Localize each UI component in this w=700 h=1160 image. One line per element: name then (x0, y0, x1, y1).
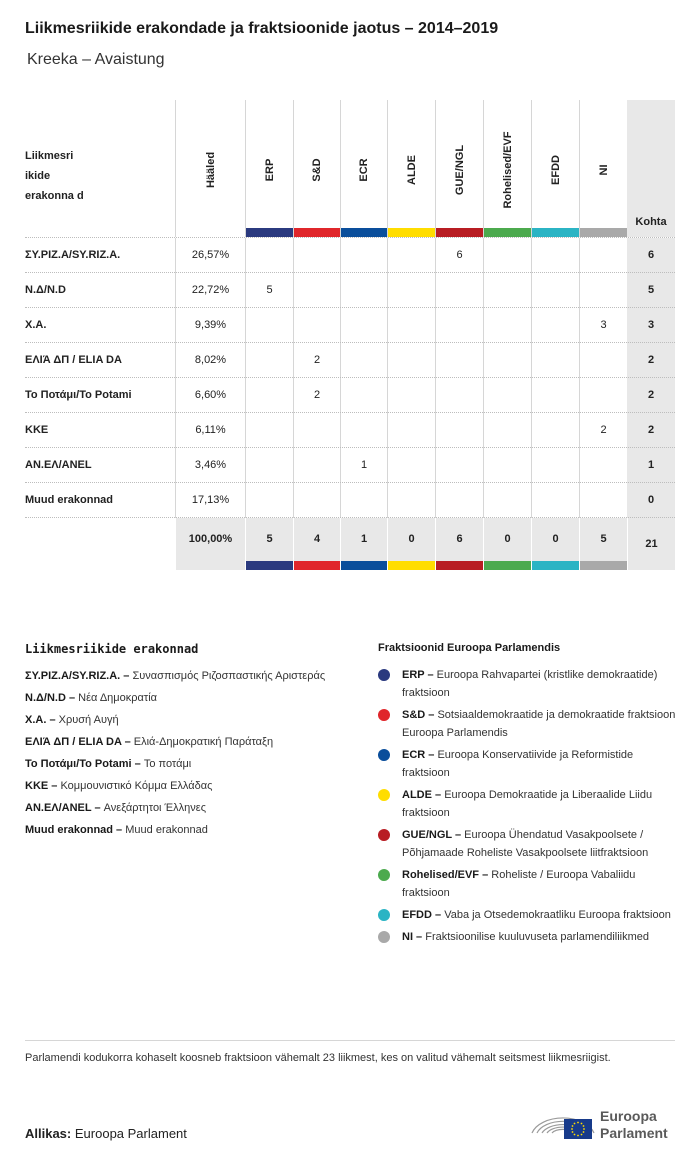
group-color-dot-icon (378, 789, 390, 801)
group-legend-item (378, 928, 678, 946)
party-column-header: Liikmesri ikide erakonna d (25, 150, 84, 202)
group-total-cell (483, 518, 531, 570)
vote-share: 17,13% (175, 483, 245, 518)
vote-share: 26,57% (175, 238, 245, 273)
party-legend (25, 642, 355, 843)
group-color-bar (436, 561, 483, 570)
group-seat-cell (531, 448, 579, 483)
group-color-bar (484, 228, 531, 237)
group-total-value: 5 (600, 533, 607, 545)
group-seat-cell (340, 238, 387, 273)
group-seat-cell (340, 378, 387, 413)
party-legend-item (25, 733, 355, 751)
group-seat-cell: 1 (340, 448, 387, 483)
group-legend-item (378, 866, 678, 902)
group-full-name: Euroopa Konservatiivide ja Reformistide fraktsioon (402, 749, 634, 779)
party-seat-total: 2 (627, 343, 675, 378)
page-title: Liikmesriikide erakondade ja fraktsioonide jaotus – 2014–2019 (25, 20, 499, 37)
party-seat-total: 5 (627, 273, 675, 308)
vote-share: 6,60% (175, 378, 245, 413)
party-seat-total: 2 (627, 378, 675, 413)
group-seat-cell: 5 (245, 273, 293, 308)
group-color-dot-icon (378, 749, 390, 761)
group-seat-cell (340, 273, 387, 308)
group-color-bar (580, 561, 627, 570)
group-seat-cell (483, 448, 531, 483)
group-legend-item (378, 906, 678, 924)
group-seat-cell (245, 378, 293, 413)
group-legend-list (378, 666, 678, 946)
vote-share: 8,02% (175, 343, 245, 378)
group-color-dot-icon (378, 909, 390, 921)
group-header-label: Rohelised/EVF (501, 131, 514, 209)
party-name: ΕΛΙΆ ΔΠ / ELIA DA (25, 354, 122, 366)
group-color-bar (246, 228, 293, 237)
party-legend-item (25, 711, 355, 729)
group-color-bar (532, 561, 579, 570)
group-color-dot-icon (378, 669, 390, 681)
group-seat-cell (387, 483, 435, 518)
group-seat-cell: 2 (293, 378, 340, 413)
group-total-cell (340, 518, 387, 570)
group-legend-item (378, 706, 678, 742)
group-seat-cell (340, 413, 387, 448)
group-column-header (531, 100, 579, 237)
group-total-cell (293, 518, 340, 570)
group-seat-cell (531, 378, 579, 413)
group-seat-cell (293, 238, 340, 273)
party-legend-list (25, 667, 355, 839)
group-abbr: NI – (402, 931, 423, 943)
vote-share: 3,46% (175, 448, 245, 483)
group-seat-cell: 2 (579, 413, 627, 448)
group-seat-cell (483, 378, 531, 413)
group-seat-cell (483, 238, 531, 273)
group-total-value: 0 (504, 533, 511, 545)
group-color-bar (388, 228, 435, 237)
group-column-header (245, 100, 293, 237)
group-seat-cell (435, 273, 483, 308)
group-seat-cell (579, 273, 627, 308)
group-seat-cell (293, 413, 340, 448)
group-total-value: 1 (360, 533, 368, 545)
table-row (25, 447, 675, 482)
group-seat-cell (483, 273, 531, 308)
group-seat-cell (387, 308, 435, 343)
group-full-name: Fraktsioonilise kuuluvuseta parlamendiliikmed (425, 931, 650, 943)
party-name: ΑΝ.ΕΛ/ANEL (25, 459, 92, 471)
party-legend-item (25, 689, 355, 707)
group-legend (378, 642, 678, 950)
table-row (25, 272, 675, 307)
group-seat-cell (387, 238, 435, 273)
footnote: Parlamendi kodukorra kohaselt koosneb fraktsioon vähemalt 23 liikmest, kes on valitud vähemalt seitsmest liikmesriigist. (25, 1052, 611, 1064)
table-row (25, 237, 675, 272)
group-header-label: GUE/NGL (453, 144, 466, 196)
group-header-label: ERP (263, 158, 276, 182)
table-body (25, 237, 675, 517)
party-legend-item (25, 667, 355, 685)
group-legend-item (378, 746, 678, 782)
group-legend-item (378, 786, 678, 822)
group-color-dot-icon (378, 829, 390, 841)
group-header-label: ALDE (405, 155, 418, 185)
group-seat-cell (245, 413, 293, 448)
group-seat-cell (387, 273, 435, 308)
group-seat-cell (531, 483, 579, 518)
group-seat-cell: 6 (435, 238, 483, 273)
group-seat-cell (435, 413, 483, 448)
group-color-bar (294, 561, 340, 570)
party-full-name: Το ποτάμι (143, 758, 192, 770)
group-seat-cell (579, 483, 627, 518)
group-full-name: Euroopa Ühendatud Vasakpoolsete / Põhjamaade Roheliste Vasakpoolsete liitfraktsioon (402, 829, 649, 859)
group-seat-cell (387, 448, 435, 483)
group-column-header (483, 100, 531, 237)
group-header-label: NI (597, 164, 610, 176)
group-column-header (387, 100, 435, 237)
group-column-header (340, 100, 387, 237)
group-legend-item (378, 666, 678, 702)
group-seat-cell (435, 378, 483, 413)
group-seat-cell (435, 483, 483, 518)
group-seat-cell (293, 308, 340, 343)
logo-wordmark (600, 1108, 668, 1142)
group-seat-cell (579, 448, 627, 483)
source-value: Euroopa Parlament (74, 1126, 187, 1141)
party-legend-heading: Liikmesriikide erakonnad (25, 642, 199, 656)
party-full-name: Κομμουνιστικό Κόμμα Ελλάδας (60, 780, 213, 792)
party-abbr: Το Ποτάμι/To Potami – (25, 758, 141, 770)
party-seat-total: 6 (627, 238, 675, 273)
party-full-name: Ανεξάρτητοι Έλληνες (103, 802, 207, 814)
group-seat-cell (531, 238, 579, 273)
party-full-name: Νέα Δημοκρατία (78, 692, 157, 704)
group-seat-cell (387, 378, 435, 413)
totals-row (25, 517, 675, 569)
party-seat-total: 0 (627, 483, 675, 518)
group-header-label: EFDD (549, 155, 562, 185)
party-full-name: Ελιά-Δημοκρατική Παράταξη (133, 736, 274, 748)
votes-column-header (175, 100, 245, 237)
party-seat-total: 1 (627, 448, 675, 483)
group-abbr: EFDD – (402, 909, 442, 921)
group-total-value: 0 (552, 533, 559, 545)
group-color-bar (341, 228, 387, 237)
group-abbr: ALDE – (402, 789, 442, 801)
group-total-value: 6 (456, 533, 463, 545)
party-legend-item (25, 755, 355, 773)
group-seat-cell (293, 483, 340, 518)
group-seat-cell (483, 308, 531, 343)
group-color-dot-icon (378, 869, 390, 881)
table-header (25, 100, 675, 237)
group-seat-cell (387, 413, 435, 448)
group-full-name: Roheliste / Euroopa Vabaliidu fraktsioon (402, 869, 636, 899)
group-color-bar (436, 228, 483, 237)
vote-share: 22,72% (175, 273, 245, 308)
group-full-name: Vaba ja Otsedemokraatliku Euroopa fraktsioon (444, 909, 671, 921)
party-name: Χ.Α. (25, 319, 47, 331)
group-total-cell (387, 518, 435, 570)
party-legend-item (25, 799, 355, 817)
group-color-bar (294, 228, 340, 237)
party-full-name: Χρυσή Αυγή (58, 714, 119, 726)
party-name: Το Ποτάμι/To Potami (25, 389, 132, 401)
logo-line-2: Parlament (600, 1125, 668, 1141)
table-row (25, 307, 675, 342)
table-row (25, 412, 675, 447)
group-header-label: ECR (358, 158, 370, 182)
group-abbr: Rohelised/EVF – (402, 869, 489, 881)
group-abbr: ECR – (402, 749, 435, 761)
group-color-bar (580, 228, 627, 237)
group-abbr: S&D – (402, 709, 435, 721)
group-seat-cell (531, 308, 579, 343)
group-color-bar (341, 561, 387, 570)
party-abbr: Ν.Δ/N.D – (25, 692, 76, 704)
party-abbr: Χ.Α. – (25, 714, 56, 726)
group-seat-cell (435, 343, 483, 378)
group-seat-cell (435, 308, 483, 343)
group-color-bar (388, 561, 435, 570)
party-abbr: Muud erakonnad – (25, 824, 123, 836)
party-name: KKE (25, 424, 49, 436)
vote-share: 6,11% (175, 413, 245, 448)
logo-line-1: Euroopa (600, 1108, 657, 1124)
group-seat-cell (245, 448, 293, 483)
group-seat-cell (435, 448, 483, 483)
group-seat-cell (387, 343, 435, 378)
total-seats: 21 (627, 518, 675, 570)
group-total-value: 0 (408, 533, 415, 545)
table-row (25, 342, 675, 377)
group-color-bar (484, 561, 531, 570)
group-seat-cell (483, 483, 531, 518)
party-full-name: Συνασπισμός Ριζοσπαστικής Αριστεράς (132, 670, 326, 682)
table-row (25, 482, 675, 517)
group-column-header (579, 100, 627, 237)
group-header-label: S&D (311, 158, 323, 182)
votes-header-label: Hääled (204, 151, 217, 189)
group-seat-cell (340, 343, 387, 378)
group-seat-cell (531, 343, 579, 378)
group-column-header (435, 100, 483, 237)
party-name: Muud erakonnad (25, 494, 114, 506)
party-abbr: ΕΛΙΆ ΔΠ / ELIA DA – (25, 736, 131, 748)
group-seat-cell (245, 308, 293, 343)
group-seat-cell (579, 238, 627, 273)
group-seat-cell (531, 413, 579, 448)
group-seat-cell (293, 448, 340, 483)
group-full-name: Sotsiaaldemokraatide ja demokraatide fraktsioon Euroopa Parlamendis (402, 709, 676, 739)
group-full-name: Euroopa Rahvapartei (kristlike demokraatide) fraktsioon (402, 669, 658, 699)
group-total-value: 4 (313, 533, 321, 545)
group-seat-cell (531, 273, 579, 308)
group-legend-heading: Fraktsioonid Euroopa Parlamendis (378, 642, 561, 654)
group-color-bar (532, 228, 579, 237)
group-total-value: 5 (266, 533, 273, 545)
group-abbr: GUE/NGL – (402, 829, 462, 841)
group-total-cell (435, 518, 483, 570)
source-line (25, 1126, 187, 1141)
party-abbr: ΑΝ.ΕΛ/ANEL – (25, 802, 101, 814)
group-legend-item (378, 826, 678, 862)
party-legend-item (25, 777, 355, 795)
group-seat-cell (245, 343, 293, 378)
group-total-cell (531, 518, 579, 570)
group-total-cell (245, 518, 293, 570)
group-seat-cell (483, 413, 531, 448)
party-seat-total: 2 (627, 413, 675, 448)
party-name: Ν.Δ/N.D (25, 284, 66, 296)
party-abbr: ΣΥ.ΡΙΖ.Α/SY.RIZ.A. – (25, 670, 130, 682)
party-name: ΣΥ.ΡΙΖ.Α/SY.RIZ.A. (25, 249, 121, 261)
group-seat-cell (579, 343, 627, 378)
source-label: Allikas: (25, 1126, 72, 1141)
group-seat-cell (245, 238, 293, 273)
group-seat-cell (579, 378, 627, 413)
group-full-name: Euroopa Demokraatide ja Liberaalide Liidu fraktsioon (402, 789, 653, 819)
group-total-cell (579, 518, 627, 570)
group-color-dot-icon (378, 709, 390, 721)
party-abbr: KKE – (25, 780, 58, 792)
party-legend-item (25, 821, 355, 839)
group-column-header (293, 100, 340, 237)
group-seat-cell: 3 (579, 308, 627, 343)
total-votes: 100,00% (175, 518, 245, 570)
group-seat-cell: 2 (293, 343, 340, 378)
group-seat-cell (340, 308, 387, 343)
group-color-dot-icon (378, 931, 390, 943)
group-color-bar (246, 561, 293, 570)
group-seat-cell (340, 483, 387, 518)
table-row (25, 377, 675, 412)
seats-header-label: Kohta (635, 216, 667, 228)
group-abbr: ERP – (402, 669, 434, 681)
group-seat-cell (483, 343, 531, 378)
vote-share: 9,39% (175, 308, 245, 343)
party-seat-total: 3 (627, 308, 675, 343)
page-subtitle: Kreeka – Avaistung (27, 51, 165, 68)
group-seat-cell (293, 273, 340, 308)
seat-distribution-table (25, 100, 675, 569)
group-seat-cell (245, 483, 293, 518)
divider (25, 1040, 675, 1041)
party-full-name: Muud erakonnad (125, 824, 208, 836)
seats-column-header (627, 100, 675, 237)
